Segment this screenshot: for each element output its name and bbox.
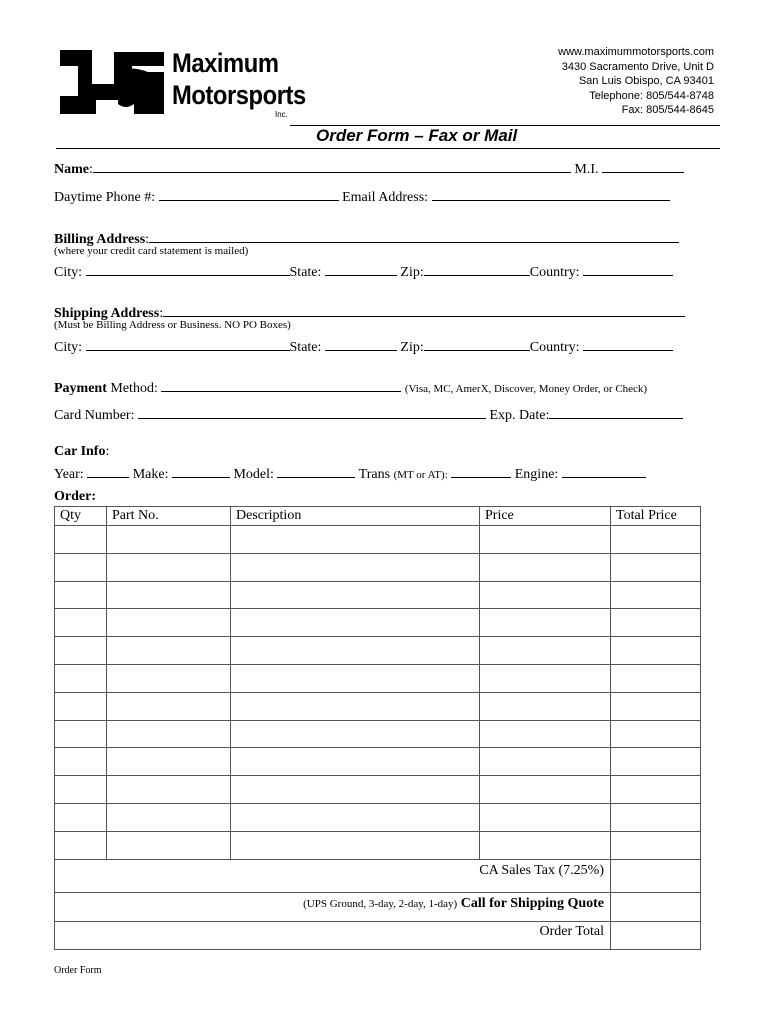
billing-address-label: Billing Address — [54, 232, 146, 247]
year-field[interactable] — [87, 463, 129, 478]
title-divider-bottom — [56, 148, 720, 149]
shipping-city-row — [54, 336, 673, 356]
payment-label: Payment — [54, 381, 107, 396]
price-cell[interactable] — [480, 692, 611, 720]
mi-field[interactable] — [602, 158, 684, 173]
logo-text-motorsports: Motorsports — [172, 80, 306, 110]
trans-note: (MT or AT): — [393, 469, 448, 481]
description-cell[interactable] — [231, 776, 480, 804]
total-price-cell[interactable] — [611, 831, 701, 859]
billing-state-field[interactable] — [325, 261, 397, 276]
billing-state-label: State: — [289, 265, 322, 280]
card-row — [54, 404, 683, 424]
description-cell[interactable] — [231, 748, 480, 776]
total-price-cell[interactable] — [611, 720, 701, 748]
header-price: Price — [480, 507, 611, 526]
price-cell[interactable] — [480, 831, 611, 859]
company-city: San Luis Obispo, CA 93401 — [578, 75, 714, 88]
model-field[interactable] — [277, 463, 355, 478]
description-cell[interactable] — [231, 803, 480, 831]
order-item-row — [55, 831, 701, 859]
description-cell[interactable] — [231, 637, 480, 665]
sales-tax-label: CA Sales Tax (7.25%) — [55, 859, 611, 892]
qty-cell[interactable] — [55, 581, 107, 609]
payment-row — [54, 377, 647, 397]
order-total-label: Order Total — [55, 921, 611, 949]
header-part-no: Part No. — [107, 507, 231, 526]
price-cell[interactable] — [480, 609, 611, 637]
card-number-field[interactable] — [138, 404, 486, 419]
shipping-address-row: Shipping Address: — [54, 302, 685, 322]
description-cell[interactable] — [231, 664, 480, 692]
phone-email-row — [54, 186, 670, 206]
payment-method-label: Method: — [106, 381, 158, 396]
sales-tax-cell[interactable] — [611, 859, 701, 892]
billing-note: (where your credit card statement is mailed) — [54, 245, 249, 257]
payment-options-note: (Visa, MC, AmerX, Discover, Money Order, or Check) — [404, 383, 648, 395]
description-cell[interactable] — [231, 553, 480, 581]
total-price-cell[interactable] — [611, 526, 701, 554]
price-cell[interactable] — [480, 553, 611, 581]
order-table — [54, 506, 701, 950]
trans-field[interactable] — [451, 463, 511, 478]
shipping-country-field[interactable] — [583, 336, 673, 351]
order-label-row — [54, 489, 96, 505]
phone-label: Daytime Phone #: — [54, 190, 156, 205]
price-cell[interactable] — [480, 720, 611, 748]
qty-cell[interactable] — [55, 831, 107, 859]
shipping-country-label: Country: — [529, 340, 580, 355]
sales-tax-row — [55, 859, 701, 892]
shipping-note: (Must be Billing Address or Business. NO PO Boxes) — [54, 319, 291, 331]
shipping-address-label: Shipping Address — [54, 306, 160, 321]
shipping-zip-field[interactable] — [424, 336, 530, 351]
shipping-city-field[interactable] — [86, 336, 290, 351]
exp-date-label: Exp. Date: — [489, 408, 550, 423]
part-no-cell[interactable] — [107, 664, 231, 692]
order-item-row — [55, 526, 701, 554]
order-item-row — [55, 720, 701, 748]
company-street: 3430 Sacramento Drive, Unit D — [561, 60, 714, 73]
price-cell[interactable] — [480, 581, 611, 609]
price-cell[interactable] — [480, 637, 611, 665]
shipping-quote-label: Call for Shipping Quote — [460, 895, 604, 911]
car-info-label: Car Info — [54, 444, 106, 459]
qty-cell[interactable] — [55, 720, 107, 748]
shipping-cell[interactable] — [611, 892, 701, 921]
billing-city-row — [54, 261, 673, 281]
price-cell[interactable] — [480, 526, 611, 554]
name-field[interactable] — [93, 158, 571, 173]
part-no-cell[interactable] — [107, 637, 231, 665]
part-no-cell[interactable] — [107, 692, 231, 720]
order-item-row — [55, 748, 701, 776]
qty-cell[interactable] — [55, 748, 107, 776]
total-price-cell[interactable] — [611, 553, 701, 581]
price-cell[interactable] — [480, 776, 611, 804]
card-number-label: Card Number: — [54, 408, 135, 423]
car-info-row: Car Info: — [54, 444, 110, 459]
price-cell[interactable] — [480, 748, 611, 776]
total-price-cell[interactable] — [611, 692, 701, 720]
car-details-row — [54, 463, 646, 483]
order-table-header — [55, 507, 701, 526]
billing-zip-field[interactable] — [424, 261, 530, 276]
total-price-cell[interactable] — [611, 637, 701, 665]
company-website: www.maximummotorsports.com — [558, 46, 714, 58]
order-item-row — [55, 637, 701, 665]
part-no-cell[interactable] — [107, 831, 231, 859]
order-total-cell[interactable] — [611, 921, 701, 949]
header-qty: Qty — [55, 507, 107, 526]
order-total-row — [55, 921, 701, 949]
header-description: Description — [231, 507, 480, 526]
order-item-row — [55, 553, 701, 581]
part-no-cell[interactable] — [107, 720, 231, 748]
part-no-cell[interactable] — [107, 776, 231, 804]
order-item-row — [55, 803, 701, 831]
year-label: Year: — [54, 467, 84, 482]
qty-cell[interactable] — [55, 776, 107, 804]
price-cell[interactable] — [480, 664, 611, 692]
total-price-cell[interactable] — [611, 748, 701, 776]
price-cell[interactable] — [480, 803, 611, 831]
billing-address-field[interactable] — [149, 228, 679, 243]
make-label: Make: — [132, 467, 169, 482]
logo-mark-icon — [56, 44, 168, 118]
qty-cell[interactable] — [55, 692, 107, 720]
qty-cell[interactable] — [55, 609, 107, 637]
company-logo — [56, 44, 306, 119]
name-label: Name — [54, 162, 89, 177]
description-cell[interactable] — [231, 526, 480, 554]
payment-method-field[interactable] — [161, 377, 401, 392]
billing-country-label: Country: — [529, 265, 580, 280]
part-no-cell[interactable] — [107, 803, 231, 831]
exp-date-field[interactable] — [549, 404, 683, 419]
shipping-methods-note: (UPS Ground, 3-day, 2-day, 1-day) — [303, 897, 458, 910]
billing-city-label: City: — [54, 265, 83, 280]
order-item-row — [55, 581, 701, 609]
order-item-row — [55, 609, 701, 637]
trans-label: Trans — [358, 467, 391, 482]
model-label: Model: — [233, 467, 274, 482]
shipping-zip-label: Zip: — [400, 340, 424, 355]
form-title: Order Form – Fax or Mail — [316, 126, 518, 145]
order-item-row — [55, 664, 701, 692]
email-label: Email Address: — [342, 190, 429, 205]
total-price-cell[interactable] — [611, 664, 701, 692]
shipping-state-label: State: — [289, 340, 322, 355]
shipping-address-field[interactable] — [163, 302, 685, 317]
total-price-cell[interactable] — [611, 803, 701, 831]
order-label: Order: — [54, 489, 96, 504]
qty-cell[interactable] — [55, 803, 107, 831]
engine-label: Engine: — [514, 467, 559, 482]
phone-field[interactable] — [159, 186, 339, 201]
order-item-row — [55, 692, 701, 720]
description-cell[interactable] — [231, 609, 480, 637]
total-price-cell[interactable] — [611, 776, 701, 804]
name-row: Name: M.I. — [54, 158, 684, 178]
description-cell[interactable] — [231, 581, 480, 609]
company-telephone: Telephone: 805/544-8748 — [589, 89, 714, 102]
shipping-city-label: City: — [54, 340, 83, 355]
order-item-row — [55, 776, 701, 804]
company-address-block — [558, 45, 714, 118]
logo-text-maximum: Maximum — [172, 48, 279, 78]
part-no-cell[interactable] — [107, 748, 231, 776]
email-field[interactable] — [432, 186, 670, 201]
qty-cell[interactable] — [55, 637, 107, 665]
billing-zip-label: Zip: — [400, 265, 424, 280]
total-price-cell[interactable] — [611, 609, 701, 637]
shipping-label-cell — [55, 892, 611, 921]
description-cell[interactable] — [231, 720, 480, 748]
header-total-price: Total Price — [611, 507, 701, 526]
billing-address-row: Billing Address: — [54, 228, 679, 248]
mi-label: M.I. — [574, 162, 599, 177]
engine-field[interactable] — [562, 463, 646, 478]
part-no-cell[interactable] — [107, 581, 231, 609]
description-cell[interactable] — [231, 831, 480, 859]
logo-text-inc: Inc. — [275, 110, 288, 119]
part-no-cell[interactable] — [107, 609, 231, 637]
footer-label: Order Form — [54, 965, 102, 976]
shipping-state-field[interactable] — [325, 336, 397, 351]
part-no-cell[interactable] — [107, 553, 231, 581]
qty-cell[interactable] — [55, 553, 107, 581]
billing-city-field[interactable] — [86, 261, 290, 276]
billing-country-field[interactable] — [583, 261, 673, 276]
qty-cell[interactable] — [55, 664, 107, 692]
qty-cell[interactable] — [55, 526, 107, 554]
total-price-cell[interactable] — [611, 581, 701, 609]
company-fax: Fax: 805/544-8645 — [621, 104, 714, 117]
part-no-cell[interactable] — [107, 526, 231, 554]
description-cell[interactable] — [231, 692, 480, 720]
make-field[interactable] — [172, 463, 230, 478]
shipping-row — [55, 892, 701, 921]
